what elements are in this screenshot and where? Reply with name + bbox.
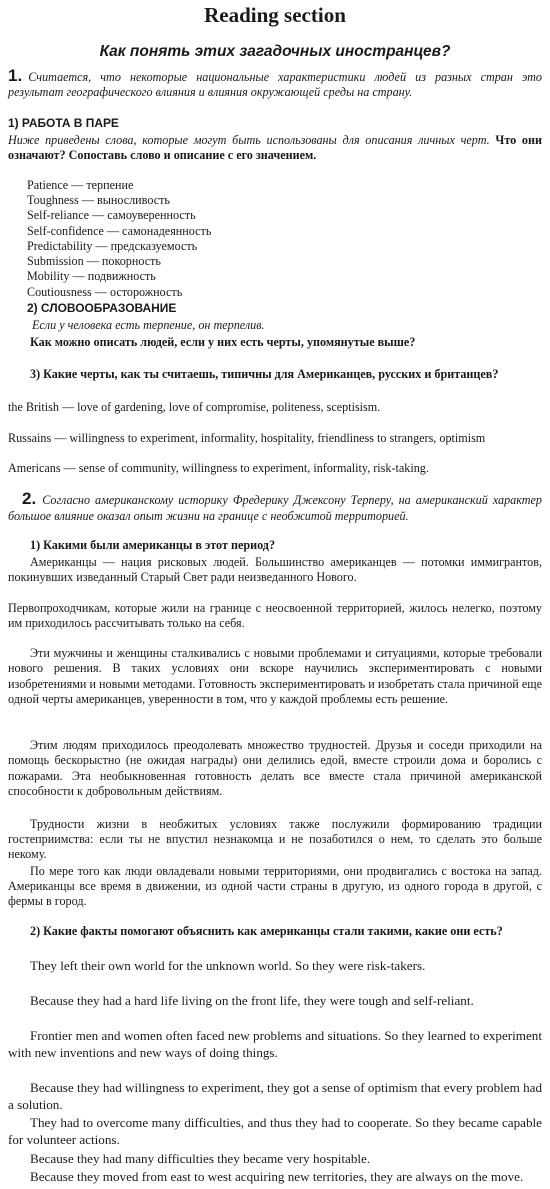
task1-number: 1. [8,66,23,85]
answer-1: Американцы — нация рисковых людей. Большинство американцев — потомки иммигрантов, покинувших изведанный Старый Свет ради неизведанного Нового. [8,554,542,585]
traits-russians: Russains — willingness to experiment, informality, hospitality, friendliness to strangers, optimism [8,430,486,445]
answer-item: Frontier men and women often faced new problems and situations. So they learned to experiment with new inventions and new ways of doing things. [8,1028,542,1061]
vocab-list [27,178,327,300]
page-subtitle: Как понять этих загадочных иностранцев? [99,43,451,60]
answer-item: Because they had willingness to experiment, they got a sense of optimism that every problem had a solution. [8,1080,542,1113]
vocab-item: Submission — покорность [27,254,161,269]
pair-question-text: Что они означают? Сопоставь слово и описание с его значением. [8,132,542,162]
word-formation-question: Как можно описать людей, если у них есть черты, упомянутые выше? [30,334,416,349]
vocab-item: Toughness — выносливость [27,193,170,208]
paragraph-2: Эти мужчины и женщины сталкивались с новыми проблемами и ситуациями, которые требовали нового решения. В таких условиях они вскоре научились экспериментировать с новыми изобретениями и новыми методами. Готовность экспериментировать и изобретать стала причиной еще одной черты американцев, уверенности в том, что у каждой проблемы есть решение. [8,646,542,706]
vocab-item: Patience — терпение [27,177,134,192]
question-1: 1) Какими были американцы в этот период? [30,538,276,553]
task2-number: 2. [22,489,37,509]
pair-work-instruction [8,133,542,164]
traits-british: the British — love of gardening, love of compromise, politeness, sceptisism. [8,400,381,415]
vocab-item: Self-confidence — самонадеянность [27,223,212,238]
task1-intro-text: Считается, что некоторые национальные характеристики людей из разных стран это результат географического влияния и влияния окружающей среды на страну. [8,70,542,100]
answer-item: Because they had a hard life living on the front life, they were tough and self-reliant. [30,992,474,1008]
answer-item: Because they had many difficulties they became very hospitable. [30,1150,371,1166]
word-formation-example: Если у человека есть терпение, он терпелив. [32,317,265,332]
paragraph-3: Этим людям приходилось преодолевать множество трудностей. Друзья и соседи приходили на помощь бескорыстно (не ожидая награды) они делились едой, вместе строили дома и боролись с пожарами. Эта необыкновенная готовность делать все вместе стала причиной американской способности к добровольным действиям. [8,738,542,799]
traits-question: 3) Какие черты, как ты считаешь, типичны для Американцев, русских и британцев? [30,366,499,381]
vocab-item: Predictability — предсказуемость [27,238,198,253]
answer-item: Because they moved from east to west acquiring new territories, they are always on the move. [30,1168,524,1184]
paragraph-5: По мере того как люди овладевали новыми территориями, они продвигались с востока на запад. Американцы все время в движении, из одной части страны в другую, из одного города в другой, с фермы в город. [8,863,542,909]
answer-item: They had to overcome many difficulties, and thus they had to cooperate. So they became capable for volunteer actions. [8,1115,542,1148]
paragraph-4: Трудности жизни в необжитых условиях также послужили формированию традиции гостеприимства: если ты не впустил незнакомца и не позаботился о нем, то сделать это больше некому. [8,816,542,862]
page-title: Reading section [204,3,346,27]
vocab-item: Mobility — подвижность [27,269,156,284]
question-2: 2) Какие факты помогают объяснить как американцы стали такими, какие они есть? [30,924,503,939]
word-formation-heading: 2) СЛОВООБРАЗОВАНИЕ [27,301,177,316]
task1-intro [8,68,542,101]
task2-intro [8,491,542,524]
vocab-item: Coutiousness — осторожность [27,284,183,299]
task2-intro-text: Согласно американскому историку Фредерику Джексону Терперу, на американский характер большое влияние оказал опыт жизни на границе с необжитой территорией. [8,493,542,523]
pair-work-heading: 1) РАБОТА В ПАРЕ [8,116,119,130]
traits-americans: Americans — sense of community, willingness to experiment, informality, risk-taking. [8,460,429,475]
pair-instruction-text: Ниже приведены слова, которые могут быть использованы для описания личных черт. [8,132,490,147]
paragraph-1: Первопроходчикам, которые жили на границе с неосвоенной территорией, жилось нелегко, поэтому им приходилось рассчитывать только на себя. [8,601,542,631]
answer-item: They left their own world for the unknown world. So they were risk-takers. [30,957,426,973]
vocab-item: Self-reliance — самоуверенность [27,208,196,223]
